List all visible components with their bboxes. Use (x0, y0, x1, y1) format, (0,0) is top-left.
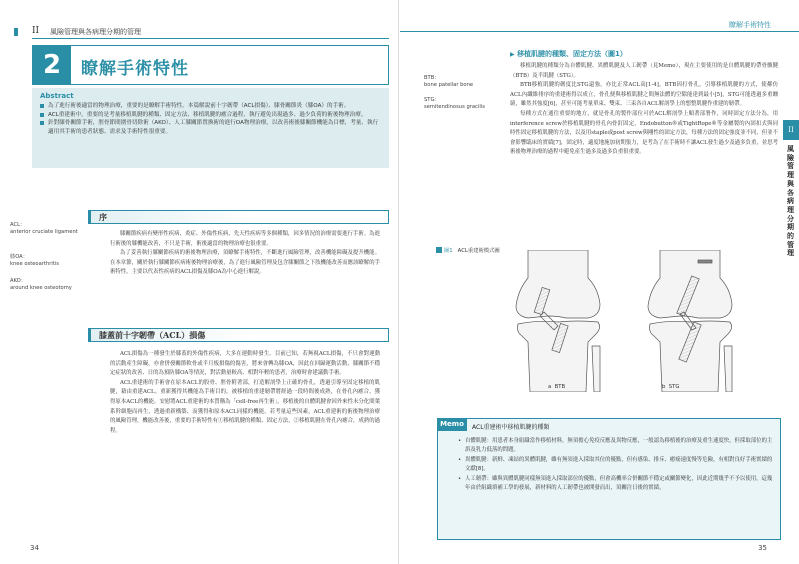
section-title: 膝蓋前十字韌帶（ACL）損傷 (99, 330, 206, 340)
section-heading-acl (88, 328, 389, 342)
side-note-term: ACL： (10, 222, 26, 228)
part-number: II (32, 26, 40, 36)
paragraph: 為了妥善執行膝關節疾病的術後物理治療，須瞭解手術特性，不斷進行風險管理，改善機能障礙及提升機能。在本章節，關於執行膝關節疾病術後物理治療後，為了進行風險管理及包含膝關節之下肢機能改善而應該瞭解的手術特性，主要以代表性疾病的ACL損傷及膝OA為中心進行解說。 (110, 250, 380, 276)
side-note-desc: anterior cruciate ligament (10, 229, 78, 235)
side-note-desc: semitendinosus gracilis (424, 104, 485, 110)
side-note-term: 膝OA： (10, 254, 28, 260)
figure-label-text: BTB (554, 384, 566, 390)
page-number: 35 (758, 544, 767, 552)
memo-title: ACL重建術中移植肌腱的種類 (472, 424, 550, 431)
figure-label-letter: a (548, 384, 552, 390)
section-body-intro (110, 230, 380, 278)
memo-item: • 自體肌腱：用患者本身組織當作移植材料，無須擔心免疫反應及異物反應，一般認為移植後的治療及重生速度快，但採取部位的主訴及乳力低落的問題。 (458, 437, 774, 455)
right-page (400, 0, 799, 564)
figure-label-a (548, 384, 565, 390)
part-tab-marker (14, 28, 18, 36)
subsection-body (510, 62, 778, 158)
paragraph: 膝關節疾病有變形性疾病、炎症、外傷性疾病、先天性疾病等多個種類，因多情況的治療需要進行手術。為進行術後的膝機能改善，不只是手術，術後適當的物理治療也很重要。 (110, 231, 380, 247)
chapter-number: 2 (33, 46, 71, 84)
triangle-icon: ▶ (510, 51, 515, 58)
paragraph: BTB移植肌腱的韌度比STG還強，亦比正常ACL高[1-4]，BTB因打骨孔，引導移植肌腱的方式，使鄰仿ACL內纖維排序的重建術得以成立，骨孔便與移植肌腱之間無法體的空隙能達到最小[5]，STG可能透過多重纏繞，雖然其強度[6]，甚至可能考量單束、雙束、三束各自ACL解剖學上的想整肌腱作重建的韌帶。 (510, 82, 778, 108)
side-note-desc: around knee osteotomy (10, 285, 72, 291)
chapter-title: 瞭解手術特性 (81, 59, 189, 79)
abstract-title: Abstract (40, 92, 74, 100)
section-heading-intro (88, 210, 389, 224)
subsection-heading (510, 49, 627, 59)
side-note-knee-oa (10, 254, 80, 268)
paragraph: 每種方式在通往重要的地方，就是骨孔的製作部位可於ACL解剖學上順著部署作，同時固定方法分為，用interference screw於移植肌腱的骨孔內骨釘固定，Endobutton®或TightRope®等金屬製的內固扣式與同時性固定移植肌腱的方法，以及用staple或post screw與剛性的固定方法，每種方法的固定強度並不同，但並不會影響臨床的實績[7]，固定時，適度地施加初期張力，是考為了在手術時不讓ACL發生過少及過多負重，並思考術後物理治療的過程中避免產生過多及過多負重很重要。 (510, 110, 778, 156)
figure-label-letter: b (662, 384, 666, 390)
side-note-stg (424, 97, 502, 111)
side-note-term: BTB： (424, 75, 440, 81)
acl-reconstruction-figure (508, 250, 744, 392)
part-header (32, 26, 389, 39)
running-head: 瞭解手術特性 (729, 21, 771, 29)
paragraph: 移植肌腱的種類分為自體肌腱、異體肌腱及人工韌帶（見Memo），現在主要使用的是自體肌腱的帶骨髕腱（BTB）及半肌腱（STG）。 (510, 63, 778, 79)
paragraph: ACL損傷為一種發生於膝蓋的外傷性疾病，大多在運動時發生。目前已知，若無視ACL損傷，不只會對運動的活動產生障礙，亦會併發關節軟骨或半月板損傷的傷害，將來會轉為膝OA，因此在回歸運動活動、膝關節不穩定症狀的改善、日的為預防膝OA等情況，對活動量較高、相對年輕的患者，治療時會建議動手術。 (110, 351, 380, 377)
abstract-item: ACL重建術中，重要的是考量移植肌腱的種類、固定方法、移植肌腱的癒合過程，執行避免出現過多、過少負荷的術後物理治療。 (40, 111, 381, 120)
side-note-desc: knee osteoarthritis (10, 261, 59, 267)
side-note-term: STG： (424, 97, 440, 103)
figure-caption (436, 246, 500, 254)
page-number: 34 (30, 544, 39, 552)
side-note-btb (424, 75, 502, 89)
side-note-term: AKO： (10, 278, 26, 284)
memo-item: • 人工韌帶：雖與異體肌腱同樣無須進入採取部位的優點，但會高機率合併關節不穩定或關節變化，因此近期幾乎不予以使用，這幾年由於組織填補工學的發展，新材料的人工韌帶也被開發而出，須關注日後的實績。 (458, 475, 774, 493)
header-rule (400, 31, 799, 32)
memo-item: • 異體肌腱：新鮮、凍結的異體肌腱，雖有無須進入採取其位的優點，但有感染、排斥、癒癌速度慢等危險，有相對良好手術實績的文獻[8]。 (458, 456, 774, 474)
figure-tag: 圖1 (444, 248, 453, 254)
figure-caption-text: ACL重建術模式圖 (457, 248, 500, 254)
thumb-tab-number: II (783, 120, 799, 140)
figure-label-b (662, 384, 679, 390)
part-title: 風險管理與各病理分期的管理 (50, 28, 141, 36)
figure-tag-marker (436, 247, 442, 253)
abstract-item: 為了進行術後適當的物理治療，重要的是瞭解手術特性。本篇解說前十字韌帶（ACL損傷）、膝骨關節炎（膝OA）的手術。 (40, 102, 381, 111)
memo-list (458, 437, 774, 494)
side-note-ako (10, 278, 80, 292)
side-note-acl (10, 222, 80, 236)
knee-illustration (508, 250, 744, 392)
paragraph: ACL重建術的手術會在原本ACL的股骨、脛骨附著部，打造解剖學上正確的骨孔，透過引導至固定移植的肌腱，藉由重建ACL。重新獲得其機能為手術目的。被移植的重建韌帶將經過一段時間後成熟，在骨孔內癒合，獲得原本ACL的機能。安慰將ACL重建術的本質稱為「cell-free再生術」，移植後的自體肌腱會因外來性未分化間葉系幹細胞而再生，透過重新構築、而獲得和原本ACL同樣的機能。若考量這些因素，ACL重建術的術後物理治療的風險管理，機能改善後，重要的手術特性有①移植肌腱的種類、固定方法，②移植肌腱在骨孔內癒合，成熟的過程。 (110, 379, 380, 434)
memo-box (437, 418, 781, 540)
section-body-acl (110, 350, 380, 436)
memo-tag: Memo (437, 418, 467, 431)
side-note-desc: bone patellar bone (424, 82, 474, 88)
figure-label-text: STG (668, 384, 680, 390)
subsection-title: 移植肌腱的種類、固定方法（圖1） (517, 50, 627, 58)
chapter-header (32, 45, 389, 85)
section-title: 序 (99, 212, 107, 222)
knee-btb (516, 250, 600, 392)
abstract-item: 針對膝骨關節手術，脛骨節間圍骨切除術（AKO）、人工膝關節置換術的進行OA物理治療，以改善術後膝關節機能為目標，考量、執行適用其手術的患者狀態、需求及手術特性很重要。 (40, 119, 381, 136)
left-page (0, 0, 399, 564)
thumb-tab-text: 風險管理與各病理分期的管理 (787, 145, 794, 258)
abstract-box (32, 88, 389, 168)
knee-stg (648, 250, 732, 392)
